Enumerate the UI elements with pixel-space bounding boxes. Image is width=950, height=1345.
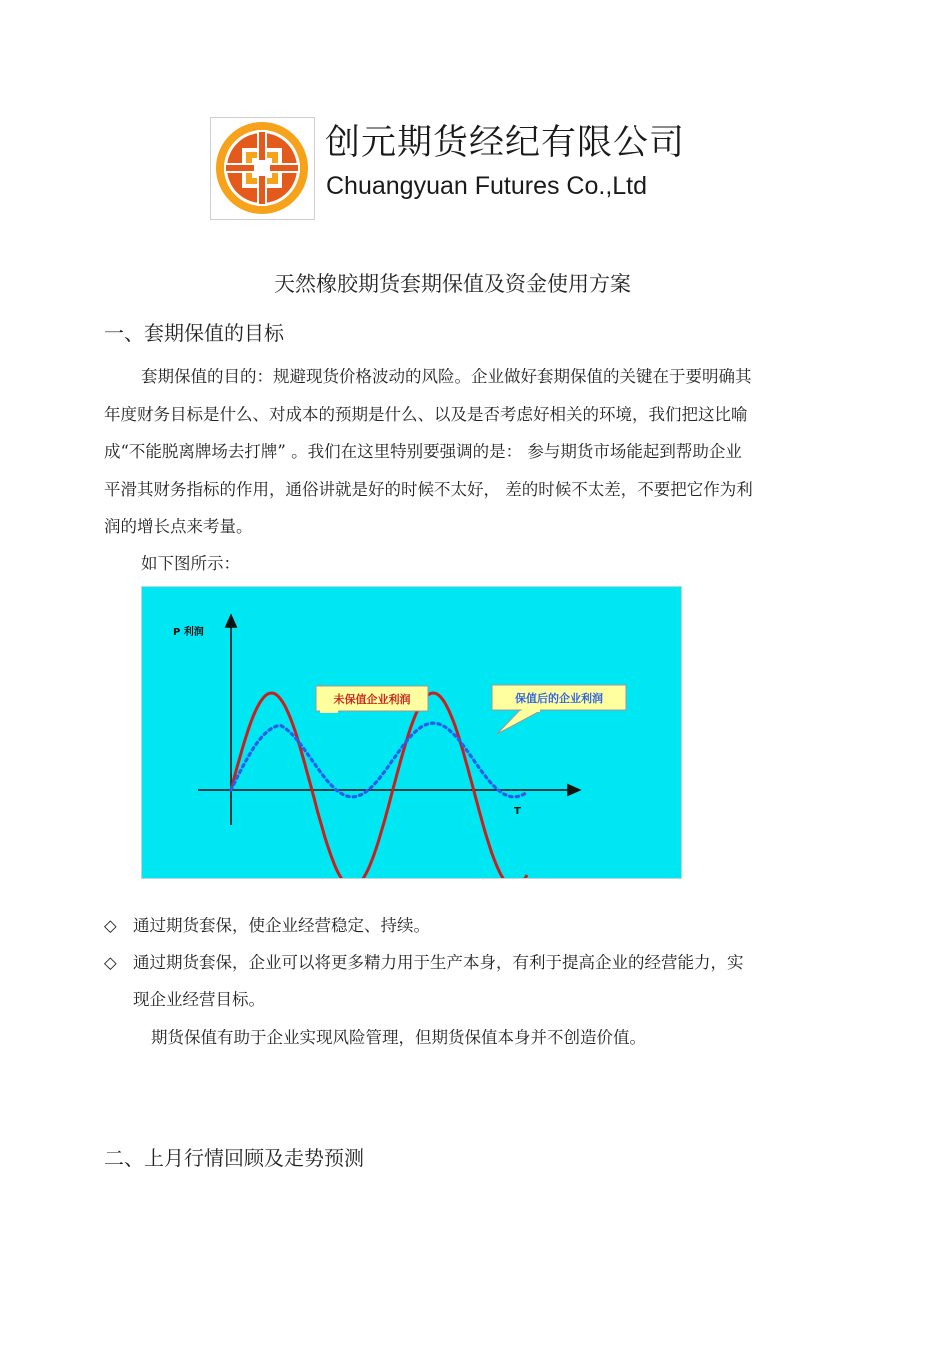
series-unhedged-line bbox=[231, 693, 527, 878]
callout-unhedged bbox=[316, 684, 428, 713]
bullet-item bbox=[104, 950, 744, 976]
chart-svg bbox=[142, 587, 681, 878]
bullet-text: 通过期货套保，企业可以将更多精力用于生产本身，有利于提高企业的经营能力，实 bbox=[133, 953, 744, 972]
paragraph-line: 润的增长点来考量。 bbox=[104, 517, 253, 536]
hedging-profit-chart bbox=[141, 586, 682, 879]
bullet-text: 通过期货套保，使企业经营稳定、持续。 bbox=[133, 916, 430, 935]
callout-hedged bbox=[492, 685, 626, 734]
figure-intro: 如下图所示： bbox=[141, 554, 240, 573]
conclusion-text: 期货保值有助于企业实现风险管理，但期货保值本身并不创造价值。 bbox=[151, 1028, 646, 1047]
company-logo bbox=[210, 117, 315, 220]
coin-logo-icon bbox=[211, 118, 314, 219]
bullet-continuation: 现企业经营目标。 bbox=[133, 990, 265, 1009]
callout-hedged-label: 保值后的企业利润 bbox=[515, 692, 603, 705]
series-hedged-line bbox=[231, 723, 527, 797]
x-axis-label: T bbox=[514, 806, 521, 817]
paragraph-line: 平滑其财务指标的作用，通俗讲就是好的时候不太好， 差的时候不太差，不要把它作为利 bbox=[104, 479, 753, 499]
callout-unhedged-label: 未保值企业利润 bbox=[333, 693, 411, 706]
bullet-item bbox=[104, 913, 430, 939]
y-axis-label: P 利润 bbox=[173, 627, 204, 638]
paragraph-line: 成“不能脱离牌场去打牌” 。我们在这里特别要强调的是： 参与期货市场能起到帮助企业 bbox=[104, 442, 742, 461]
diamond-bullet-icon: ◇ bbox=[104, 953, 117, 972]
section-1-heading: 一、套期保值的目标 bbox=[104, 321, 284, 345]
company-name-en: Chuangyuan Futures Co.,Ltd bbox=[326, 172, 648, 200]
company-name-cn: 创元期货经纪有限公司 bbox=[325, 123, 686, 163]
section-2-heading: 二、上月行情回顾及走势预测 bbox=[104, 1146, 364, 1170]
section-1-paragraph bbox=[104, 358, 834, 546]
paragraph-line: 套期保值的目的：规避现货价格波动的风险。企业做好套期保值的关键在于要明确其 bbox=[141, 367, 752, 386]
diamond-bullet-icon: ◇ bbox=[104, 916, 117, 935]
document-title: 天然橡胶期货套期保值及资金使用方案 bbox=[274, 272, 631, 296]
paragraph-line: 年度财务目标是什么、对成本的预期是什么、以及是否考虑好相关的环境，我们把这比喻 bbox=[104, 404, 748, 424]
